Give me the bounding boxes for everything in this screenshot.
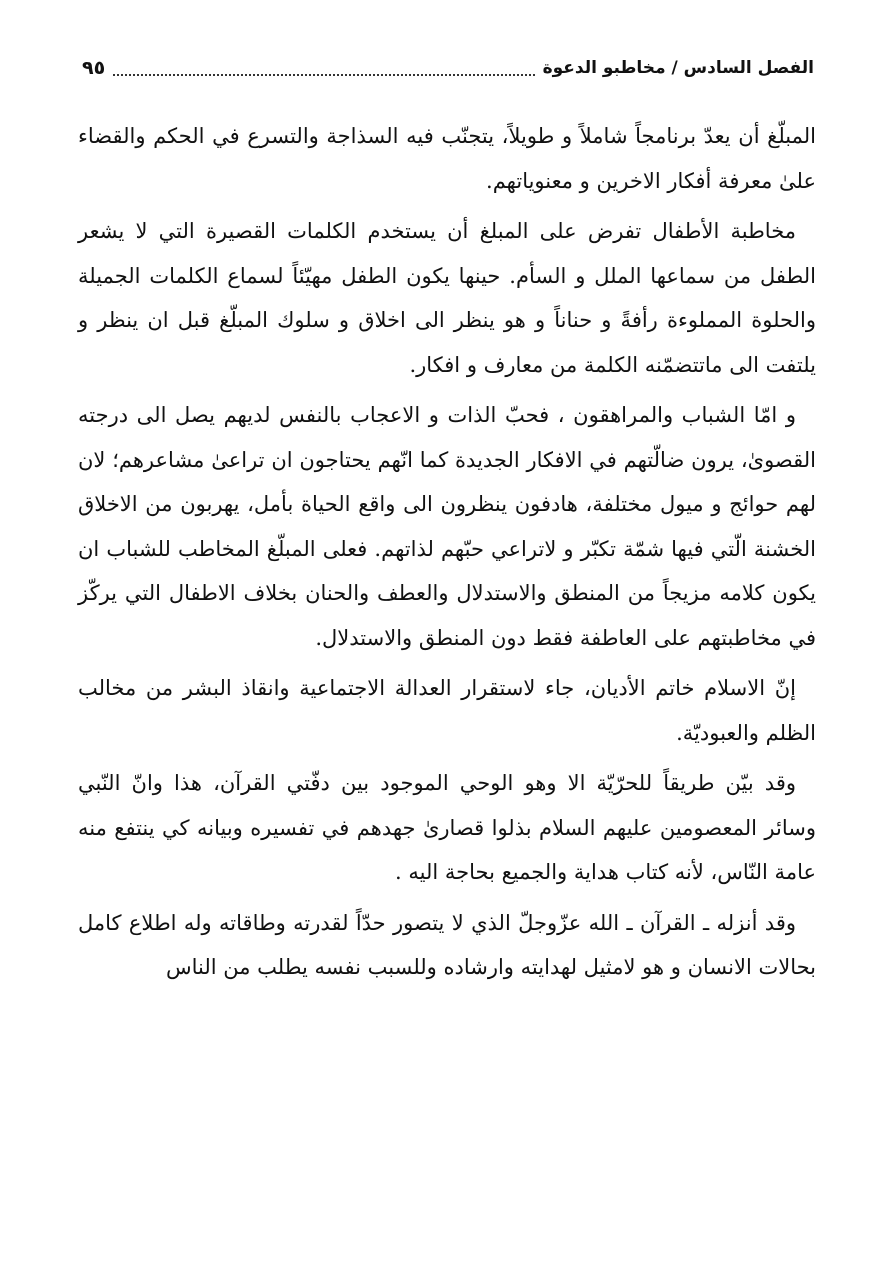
paragraph-4: إنّ الاسلام خاتم الأديان، جاء لاستقرار العدالة الاجتماعية وانقاذ البشر من مخالب الظلم والعبوديّة. xyxy=(78,676,816,745)
running-header xyxy=(82,52,814,84)
header-dot-leader xyxy=(113,74,534,76)
paragraph-5: وقد بيّن طريقاً للحرّيّة الا وهو الوحي الموجود بين دفّتي القرآن، هذا وانّ النّبي وسائر المعصومين عليهم السلام بذلوا قصارىٰ جهدهم في تفسيره وبيانه كي ينتفع منه عامة النّاس، لأنه كتاب هداية والجميع بحاجة اليه . xyxy=(78,771,816,884)
body-text xyxy=(78,114,816,996)
page-number: ٩٥ xyxy=(82,57,106,79)
chapter-title: الفصل السادس / مخاطبو الدعوة xyxy=(542,58,814,78)
paragraph-3: و امّا الشباب والمراهقون ، فحبّ الذات و الاعجاب بالنفس لديهم يصل الى درجته القصوىٰ، يرون ضالّتهم في الافكار الجديدة كما انّهم يحتاجون ان تراعىٰ مشاعرهم؛ لان لهم حوائج و ميول مختلفة، هادفون ينظرون الى واقع الحياة بأمل، يهربون من الاخلاق الخشنة الّتي فيها شمّة تكبّر و لاتراعي حبّهم لذاتهم. فعلى المبلّغ المخاطب للشباب ان يكون كلامه مزيجاً من المنطق والاستدلال والعطف والحنان بخلاف الاطفال التي يركّز في مخاطبتهم على العاطفة فقط دون المنطق والاستدلال. xyxy=(78,403,816,650)
paragraph-2: مخاطبة الأطفال تفرض على المبلغ أن يستخدم الكلمات القصيرة التي لا يشعر الطفل من سماعها الملل و السأم. حينها يكون الطفل مهيّئاً لسماع الكلمات الجميلة والحلوة المملوءة رأفةً و حناناً و هو ينظر الى اخلاق و سلوك المبلّغ قبل ان ينظر و يلتفت الى ماتتضمّنه الكلمة من معارف و افكار. xyxy=(78,219,816,377)
paragraph-1: المبلّغ أن يعدّ برنامجاً شاملاً و طويلاً، يتجنّب فيه السذاجة والتسرع في الحكم والقضاء علىٰ معرفة أفكار الاخرين و معنوياتهم. xyxy=(78,124,816,193)
paragraph-6: وقد أنزله ـ القرآن ـ الله عزّوجلّ الذي لا يتصور حدّاً لقدرته وطاقاته وله اطلاع كامل بحالات الانسان و هو لامثيل لهدايته وارشاده وللسبب نفسه يطلب من الناس xyxy=(78,910,816,979)
